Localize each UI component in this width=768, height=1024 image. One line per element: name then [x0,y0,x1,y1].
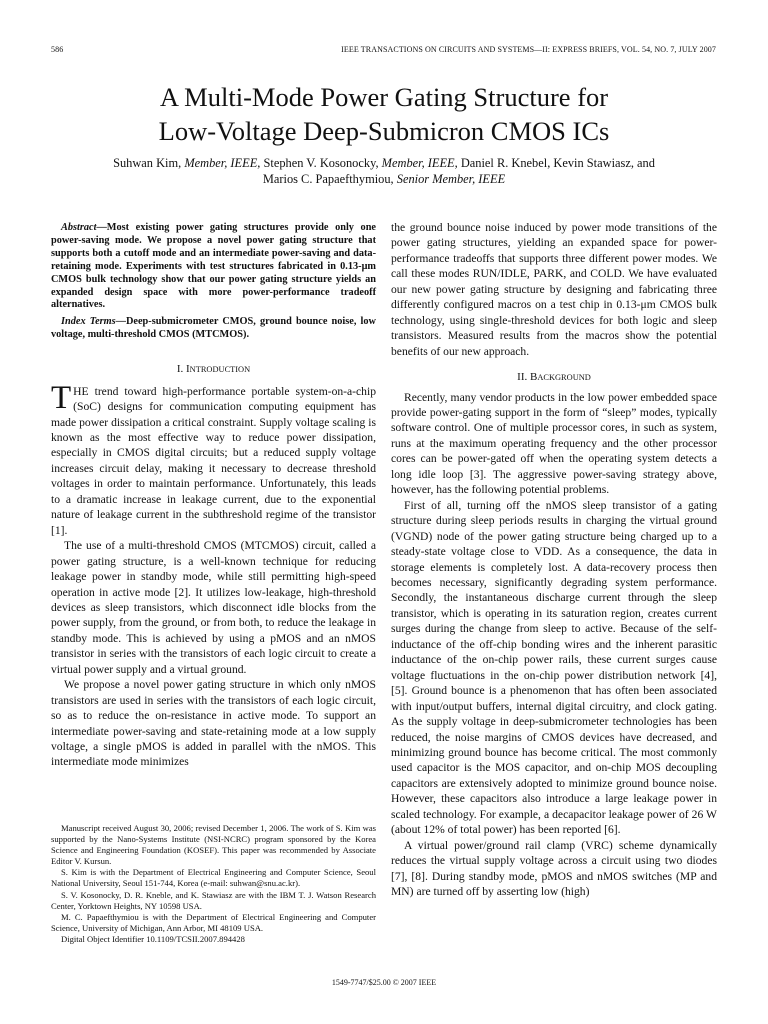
intro-paragraph-2: The use of a multi-threshold CMOS (MTCMOS) circuit, called a power gating structure, is a well-known technique for reducing leakage power in standby mode, while still permitting high-speed operation in active mode [2]. It utilizes low-leakage, high-threshold devices as sleep transistors, which disconnect idle blocks from the power supply, from the ground, or from both, to reduce the leakage in standby mode. This is achieved by using a pMOS and an nMOS transistor in series with the transistors of each logic circuit to create a virtual power supply and a virtual ground. [51,539,376,676]
title-line-2: Low-Voltage Deep-Submicron CMOS ICs [158,116,610,146]
author-line-1 [40,155,728,171]
intro-paragraph-continued: the ground bounce noise induced by power mode transitions of the power gating structures, yielding an expanded space for power-performance tradeoffs that supports three different power modes. We call these modes RUN/IDLE, PARK, and COLD. We have evaluated our new power gating structure by designing and fabricating three differently configured macros on a test chip in 0.13-μm CMOS bulk technology, using single-threshold devices for both logic and sleep transistors. Measured results from the macros show the potential benefits of our new approach. [391,221,717,358]
title-line-1: A Multi-Mode Power Gating Structure for [159,82,609,112]
footnotes [51,823,376,945]
footnote-affiliation-2: S. V. Kosonocky, D. R. Kneble, and K. Stawiasz are with the IBM T. J. Watson Research Center, Yorktown Heights, NY 10598 USA. [51,889,376,911]
right-column [391,220,717,899]
intro-paragraph-1: THE trend toward high-performance portable system-on-a-chip (SoC) designs for communication computing equipment has made power dissipation a critical constraint. Supply voltage scaling is known as the most effective way to reduce power dissipation, especially in CMOS digital circuits; but a reduced supply voltage increases circuit delay, making it necessary to decrease threshold voltages in order to maintain performance. Unfortunately, this leads to a dramatic increase in leakage current, due to the exponential nature of leakage current in the subthreshold regime of the transistor [1]. [51,379,376,537]
drop-cap: T [51,379,72,416]
author-list [40,155,728,187]
footnote-doi: Digital Object Identifier 10.1109/TCSII.2007.894428 [61,933,245,944]
footnote-manuscript: Manuscript received August 30, 2006; revised December 1, 2006. The work of S. Kim was supported by the Nano-Systems Institute (NSI-NCRC) program sponsored by the Korea Science and Engineering Foundation (KOSEF). This paper was recommended by Associate Editor V. Kursun. [51,823,376,867]
copyright-footer: 1549-7747/$25.00 © 2007 IEEE [331,978,437,987]
background-paragraph-2: First of all, turning off the nMOS sleep transistor of a gating structure during sleep periods results in charging the virtual ground (VGND) node of the power gating structure being charged up to a steady-state voltage close to VDD. As a consequence, the data in storage elements is completely lost. A data-recovery process then becomes necessary, significantly degrading system performance. Secondly, the instantaneous discharge current through the sleep transistor, which is operating in its saturation region, creates current surges during the change from sleep to active. Because of the self-inductance of the off-chip bonding wires and the inherent parasitic inductance of the on-chip power rails, these current surges cause voltage fluctuations in the on-chip power distribution network [4], [5]. Ground bounce is a phenomenon that has often been associated with input/output buffers, internal digital circuitry, and clock gating. As the supply voltage in deep-submicrometer technologies has been reduced, the noise margins of CMOS devices have decreased, and minimizing ground bounce has become critical. The most commonly used capacitor is the MOS capacitor, and on-chip MOS decoupling capacitors are extensively adopted to minimize ground bounce noise. However, these capacitors also introduce a large leakage power in scaled technology. For example, a decapacitor leakage power of 26 W (about 12% of total power) has been reported [6]. [391,498,717,837]
abstract-text: —Most existing power gating structures provide only one power-saving mode. We propose a novel power gating structure that supports both a cutoff mode and an intermediate power-saving and data-retaining mode. Experiments with test structures fabricated in 0.13-μm CMOS bulk technology show that our power gating structure yields an expanded design space with more power-performance tradeoff alternatives. [51,222,376,311]
author-membership: Member, IEEE, [381,156,458,170]
abstract [51,222,376,312]
abstract-label: Abstract [61,222,97,233]
page-number: 586 [51,45,64,54]
intro-paragraph-3: We propose a novel power gating structure in which only nMOS transistors are used in series with the transistors of each logic circuit, so as to reduce the on-resistance in active mode. To support an intermediate power-saving and state-retaining mode at a low supply voltage, a single pMOS is added in parallel with the nMOS. This intermediate mode minimizes [51,678,376,769]
author-line-2 [40,171,728,187]
index-terms [51,316,376,342]
author-name: Suhwan Kim, [113,156,182,170]
running-header: IEEE TRANSACTIONS ON CIRCUITS AND SYSTEMS—II: EXPRESS BRIEFS, VOL. 54, NO. 7, JULY 2007 [341,45,716,54]
author-membership: Senior Member, IEEE [396,172,506,186]
background-paragraph-1: Recently, many vendor products in the low power embedded space provide power-gating support in the form of “sleep” modes, typically software control. One of multiple processor cores, in such as system, runs at the maximum operating frequency and the other processor cores can be power-gated off when the operating system detects a long idle loop [3]. The aggressive power-saving strategy above, however, has the following potential problems. [391,390,717,497]
paper-title [0,80,768,148]
author-name: Daniel R. Knebel, [460,156,551,170]
section-heading-introduction: I. INTRODUCTION [176,363,251,376]
footnote-affiliation-1: S. Kim is with the Department of Electrical Engineering and Computer Science, Seoul National University, Seoul 151-744, Korea (e-mail: suhwan@snu.ac.kr). [51,867,376,889]
author-name: Stephen V. Kosonocky, [263,156,379,170]
author-name: Marios C. Papaefthymiou, [262,172,394,186]
index-terms-label: Index Terms [61,316,116,328]
section-heading-background: II. BACKGROUND [517,371,591,384]
left-column [51,222,376,770]
background-paragraph-3: A virtual power/ground rail clamp (VRC) scheme dynamically reduces the virtual supply voltage across a circuit using two diodes [7], [8]. During standby mode, pMOS and nMOS switches (MP and MN) are turned off by asserting low (high) [391,838,717,899]
author-name: Kevin Stawiasz, and [553,156,655,170]
footnote-affiliation-3: M. C. Papaefthymiou is with the Department of Electrical Engineering and Computer Science, University of Michigan, Ann Arbor, MI 48109 USA. [51,911,376,933]
author-membership: Member, IEEE, [184,156,261,170]
index-terms-text: —Deep-submicrometer CMOS, ground bounce noise, low voltage, multi-threshold CMOS (MTCMOS). [51,316,376,341]
